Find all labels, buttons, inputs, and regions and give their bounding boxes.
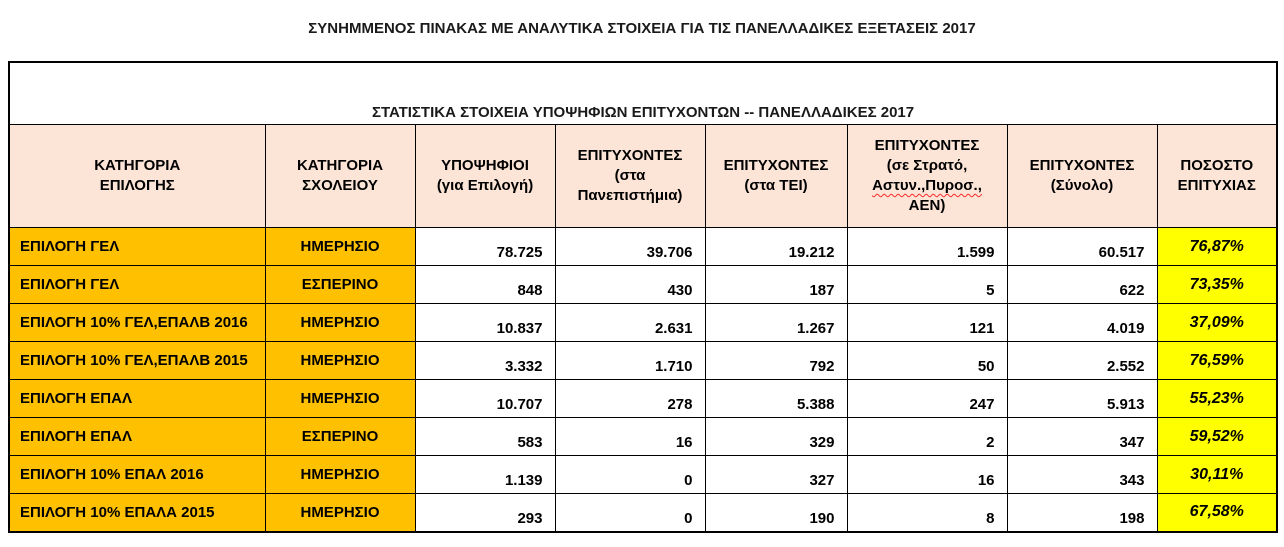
cell-tei: 1.267: [705, 304, 847, 342]
cell-candidates: 10.837: [415, 304, 555, 342]
cell-tei: 190: [705, 494, 847, 532]
cell-school: ΕΣΠΕΡΙΝΟ: [265, 266, 415, 304]
header-cell-candidates: [415, 125, 555, 228]
cell-category: ΕΠΙΛΟΓΗ 10% ΕΠΑΛ 2016: [9, 456, 265, 494]
cell-tei: 19.212: [705, 228, 847, 266]
table-title-row: [9, 62, 1277, 125]
cell-school: ΗΜΕΡΗΣΙΟ: [265, 380, 415, 418]
cell-category: ΕΠΙΛΟΓΗ 10% ΓΕΛ,ΕΠΑΛΒ 2016: [9, 304, 265, 342]
cell-military: 121: [847, 304, 1007, 342]
cell-pct: 76,87%: [1157, 228, 1277, 266]
cell-candidates: 848: [415, 266, 555, 304]
header-line: (Σύνολο): [1050, 177, 1114, 194]
header-cell-pct: [1157, 125, 1277, 228]
header-line: (για Επιλογή): [436, 177, 534, 194]
cell-total: 343: [1007, 456, 1157, 494]
cell-univ: 0: [555, 456, 705, 494]
cell-military: 2: [847, 418, 1007, 456]
cell-category: ΕΠΙΛΟΓΗ ΓΕΛ: [9, 228, 265, 266]
header-line: ΕΠΙΤΥΧΟΝΤΕΣ: [723, 157, 829, 175]
table-row: [9, 456, 1277, 494]
cell-tei: 792: [705, 342, 847, 380]
cell-pct: 37,09%: [1157, 304, 1277, 342]
header-cell-total: [1007, 125, 1157, 228]
header-line: ΚΑΤΗΓΟΡΙΑ: [94, 157, 181, 175]
cell-univ: 430: [555, 266, 705, 304]
cell-school: ΗΜΕΡΗΣΙΟ: [265, 342, 415, 380]
cell-candidates: 583: [415, 418, 555, 456]
cell-pct: 59,52%: [1157, 418, 1277, 456]
page-title: ΣΥΝΗΜΜΕΝΟΣ ΠΙΝΑΚΑΣ ΜΕ ΑΝΑΛΥΤΙΚΑ ΣΤΟΙΧΕΙΑ ΓΙΑ ΤΙΣ ΠΑΝΕΛΛΑΔΙΚΕΣ ΕΞΕΤΑΣΕΙΣ 2017: [308, 20, 976, 37]
header-line: (στα ΤΕΙ): [744, 177, 808, 194]
cell-military: 16: [847, 456, 1007, 494]
cell-pct: 55,23%: [1157, 380, 1277, 418]
header-row: [9, 125, 1277, 228]
header-line: ΠΟΣΟΣΤΟ: [1180, 157, 1254, 175]
cell-candidates: 78.725: [415, 228, 555, 266]
header-cell-tei: [705, 125, 847, 228]
cell-pct: 67,58%: [1157, 494, 1277, 532]
cell-school: ΗΜΕΡΗΣΙΟ: [265, 228, 415, 266]
table-row: [9, 266, 1277, 304]
table-row: [9, 342, 1277, 380]
cell-school: ΗΜΕΡΗΣΙΟ: [265, 304, 415, 342]
header-line: Αστυν.,Πυροσ.,: [872, 177, 982, 194]
cell-total: 347: [1007, 418, 1157, 456]
table-body: [9, 228, 1277, 532]
cell-military: 247: [847, 380, 1007, 418]
header-cell-school: [265, 125, 415, 228]
cell-total: 4.019: [1007, 304, 1157, 342]
cell-total: 2.552: [1007, 342, 1157, 380]
header-line: ΕΠΙΛΟΓΗΣ: [99, 177, 175, 194]
header-line: ΕΠΙΤΥΧΟΝΤΕΣ: [1029, 157, 1135, 175]
table-row: [9, 304, 1277, 342]
cell-tei: 327: [705, 456, 847, 494]
cell-military: 1.599: [847, 228, 1007, 266]
header-cell-univ: [555, 125, 705, 228]
cell-military: 5: [847, 266, 1007, 304]
cell-tei: 5.388: [705, 380, 847, 418]
cell-pct: 30,11%: [1157, 456, 1277, 494]
cell-pct: 73,35%: [1157, 266, 1277, 304]
header-line: ΥΠΟΨΗΦΙΟΙ: [441, 157, 529, 175]
cell-total: 5.913: [1007, 380, 1157, 418]
cell-category: ΕΠΙΛΟΓΗ ΓΕΛ: [9, 266, 265, 304]
table-title: ΣΤΑΤΙΣΤΙΚΑ ΣΤΟΙΧΕΙΑ ΥΠΟΨΗΦΙΩΝ ΕΠΙΤΥΧΟΝΤΩΝ -- ΠΑΝΕΛΛΑΔΙΚΕΣ 2017: [9, 62, 1277, 125]
cell-total: 622: [1007, 266, 1157, 304]
stats-table: [8, 61, 1278, 533]
cell-candidates: 293: [415, 494, 555, 532]
header-line: (στα: [614, 167, 646, 185]
table-row: [9, 494, 1277, 532]
cell-univ: 39.706: [555, 228, 705, 266]
table-row: [9, 380, 1277, 418]
header-line: ΑΕΝ): [908, 196, 946, 214]
cell-tei: 187: [705, 266, 847, 304]
table-row: [9, 228, 1277, 266]
cell-candidates: 10.707: [415, 380, 555, 418]
cell-univ: 16: [555, 418, 705, 456]
cell-school: ΗΜΕΡΗΣΙΟ: [265, 456, 415, 494]
header-line: ΕΠΙΤΥΧΟΝΤΕΣ: [577, 147, 683, 165]
cell-univ: 2.631: [555, 304, 705, 342]
cell-military: 50: [847, 342, 1007, 380]
cell-pct: 76,59%: [1157, 342, 1277, 380]
cell-school: ΗΜΕΡΗΣΙΟ: [265, 494, 415, 532]
cell-category: ΕΠΙΛΟΓΗ 10% ΓΕΛ,ΕΠΑΛΒ 2015: [9, 342, 265, 380]
cell-tei: 329: [705, 418, 847, 456]
cell-category: ΕΠΙΛΟΓΗ ΕΠΑΛ: [9, 380, 265, 418]
header-line: ΚΑΤΗΓΟΡΙΑ: [296, 157, 384, 175]
cell-total: 60.517: [1007, 228, 1157, 266]
header-line: ΣΧΟΛΕΙΟΥ: [302, 177, 378, 194]
table-row: [9, 418, 1277, 456]
cell-category: ΕΠΙΛΟΓΗ ΕΠΑΛ: [9, 418, 265, 456]
cell-univ: 0: [555, 494, 705, 532]
cell-univ: 1.710: [555, 342, 705, 380]
header-line: (σε Στρατό,: [886, 157, 968, 175]
cell-school: ΕΣΠΕΡΙΝΟ: [265, 418, 415, 456]
header-cell-category: [9, 125, 265, 228]
header-line: ΕΠΙΤΥΧΙΑΣ: [1177, 177, 1256, 194]
page: [0, 20, 1284, 533]
cell-total: 198: [1007, 494, 1157, 532]
cell-category: ΕΠΙΛΟΓΗ 10% ΕΠΑΛΑ 2015: [9, 494, 265, 532]
cell-candidates: 1.139: [415, 456, 555, 494]
cell-candidates: 3.332: [415, 342, 555, 380]
header-line: ΕΠΙΤΥΧΟΝΤΕΣ: [874, 137, 980, 155]
header-cell-military: [847, 125, 1007, 228]
header-line: Πανεπιστήμια): [577, 186, 683, 204]
cell-univ: 278: [555, 380, 705, 418]
cell-military: 8: [847, 494, 1007, 532]
